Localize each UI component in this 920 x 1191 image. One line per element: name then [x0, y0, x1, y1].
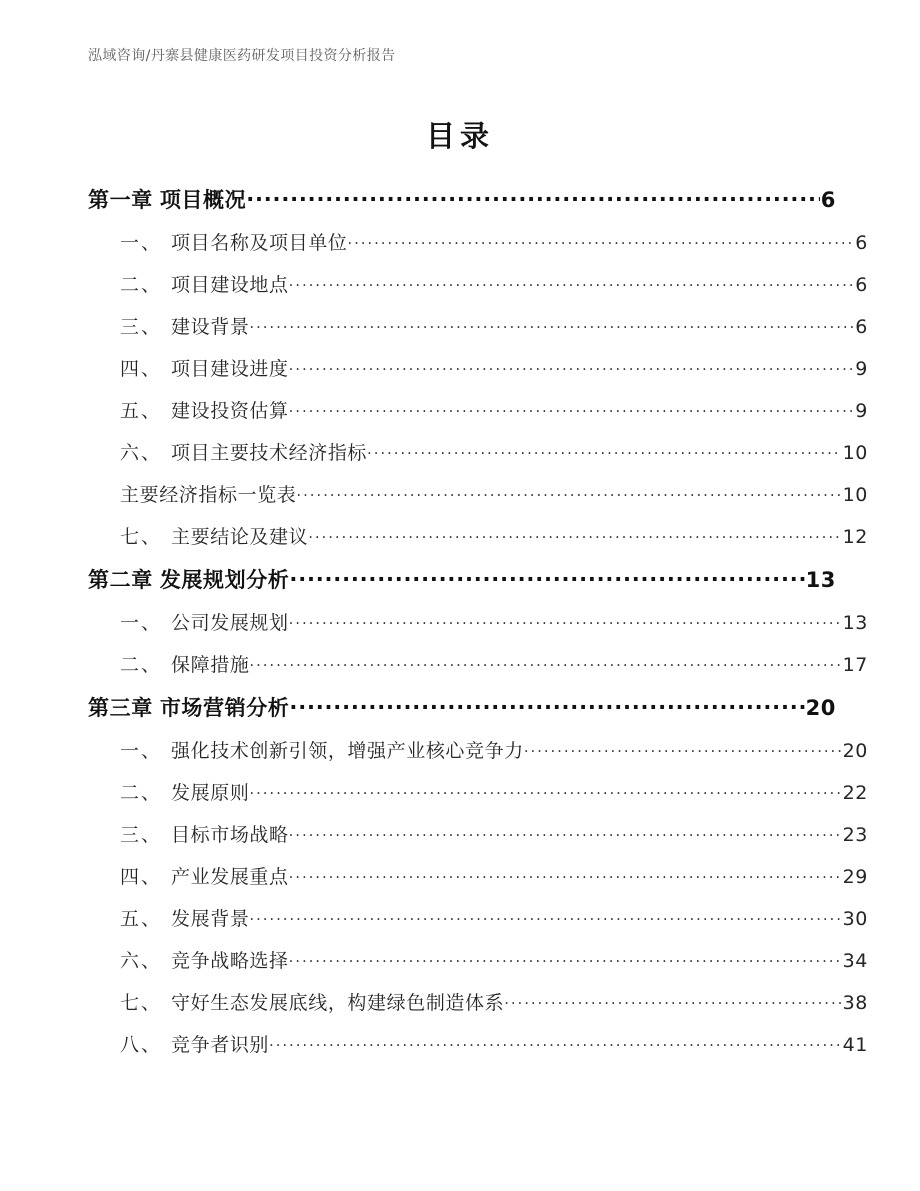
- toc-dot-leader: [367, 440, 842, 459]
- toc-entry-label: [120, 228, 347, 255]
- toc-entry-number: 五、: [120, 908, 163, 930]
- toc-entry-title: 公司发展规划: [171, 612, 289, 634]
- toc-entry-number: 四、: [120, 866, 163, 888]
- toc-page-number: 6: [855, 316, 868, 338]
- toc-entry-number: 二、: [120, 654, 163, 676]
- toc-dot-leader: [289, 566, 804, 587]
- toc-entry-label: [120, 904, 249, 931]
- toc-page-number: 30: [842, 908, 868, 930]
- toc-entry-title: 守好生态发展底线，构建绿色制造体系: [171, 992, 505, 1014]
- toc-dot-leader: [524, 738, 842, 757]
- toc-dot-leader: [269, 1032, 842, 1051]
- toc-chapter-row[interactable]: [88, 692, 836, 736]
- toc-entry-number: 八、: [120, 1034, 163, 1056]
- toc-entry-number: 一、: [120, 740, 163, 762]
- toc-dot-leader: [246, 186, 820, 207]
- toc-page-number: 6: [820, 188, 836, 212]
- toc-entry-title: 项目名称及项目单位: [171, 232, 348, 254]
- toc-dot-leader: [289, 610, 842, 629]
- toc-section-row[interactable]: [88, 270, 868, 312]
- toc-dot-leader: [289, 356, 855, 375]
- toc-page-number: 41: [842, 1034, 868, 1056]
- toc-entry-title: 保障措施: [171, 654, 250, 676]
- toc-page-number: 22: [842, 782, 868, 804]
- toc-page-number: 17: [842, 654, 868, 676]
- toc-entry-title: 项目建设地点: [171, 274, 289, 296]
- toc-section-row[interactable]: [88, 608, 868, 650]
- toc-entry-title: 强化技术创新引领，增强产业核心竞争力: [171, 740, 524, 762]
- toc-page-number: 13: [805, 568, 836, 592]
- toc-entry-number: 六、: [120, 950, 163, 972]
- toc-entry-number: 七、: [120, 526, 163, 548]
- toc-entry-label: [120, 862, 289, 889]
- toc-entry-title: 项目建设进度: [171, 358, 289, 380]
- toc-section-row[interactable]: [88, 904, 868, 946]
- toc-section-row[interactable]: [88, 438, 868, 480]
- toc-section-row[interactable]: [88, 988, 868, 1030]
- toc-page-number: 23: [842, 824, 868, 846]
- toc-dot-leader: [289, 272, 855, 291]
- toc-section-row[interactable]: [88, 1030, 868, 1072]
- toc-entry-title: 市场营销分析: [159, 696, 290, 720]
- running-header: 泓域咨询/丹寨县健康医药研发项目投资分析报告: [88, 48, 396, 64]
- toc-entry-title: 目标市场战略: [171, 824, 289, 846]
- toc-entry-number: 五、: [120, 400, 163, 422]
- toc-entry-title: 主要经济指标一览表: [120, 484, 297, 506]
- toc-entry-label: [120, 312, 249, 339]
- toc-entry-label: [120, 438, 367, 465]
- toc-page-number: 6: [855, 274, 868, 296]
- toc-entry-number: 一、: [120, 232, 163, 254]
- toc-entry-label: [88, 692, 289, 722]
- toc-dot-leader: [289, 864, 842, 883]
- toc-entry-title: 项目概况: [159, 188, 247, 212]
- toc-page-number: 20: [805, 696, 836, 720]
- toc-chapter-row[interactable]: [88, 564, 836, 608]
- toc-entry-title: 项目主要技术经济指标: [171, 442, 368, 464]
- toc-entry-label: [120, 650, 249, 677]
- toc-entry-number: 第一章: [88, 188, 153, 212]
- toc-page-number: 13: [842, 612, 868, 634]
- toc-entry-number: 三、: [120, 824, 163, 846]
- toc-section-row[interactable]: [88, 312, 868, 354]
- toc-section-row[interactable]: [88, 820, 868, 862]
- toc-entry-label: [88, 184, 246, 214]
- toc-dot-leader: [504, 990, 841, 1009]
- toc-entry-label: [120, 396, 289, 423]
- toc-entry-label: [120, 608, 289, 635]
- toc-section-row[interactable]: [88, 228, 868, 270]
- toc-entry-label: [88, 564, 289, 594]
- toc-section-row[interactable]: [88, 396, 868, 438]
- toc-dot-leader: [289, 822, 842, 841]
- toc-entry-number: 二、: [120, 274, 163, 296]
- toc-entry-label: [120, 988, 504, 1015]
- toc-entry-label: [120, 522, 308, 549]
- toc-dot-leader: [289, 694, 804, 715]
- toc-entry-title: 产业发展重点: [171, 866, 289, 888]
- toc-dot-leader: [347, 230, 854, 249]
- toc-page-number: 38: [842, 992, 868, 1014]
- toc-section-row[interactable]: [88, 480, 868, 522]
- toc-entry-label: [120, 1030, 269, 1057]
- toc-page-number: 9: [855, 400, 868, 422]
- toc-entry-label: [120, 778, 249, 805]
- toc-section-row[interactable]: [88, 354, 868, 396]
- toc-section-row[interactable]: [88, 778, 868, 820]
- toc-dot-leader: [249, 652, 841, 671]
- toc-entry-title: 发展背景: [171, 908, 250, 930]
- toc-page-number: 6: [855, 232, 868, 254]
- toc-entry-number: 七、: [120, 992, 163, 1014]
- toc-section-row[interactable]: [88, 862, 868, 904]
- toc-entry-label: [120, 270, 289, 297]
- toc-entry-number: 一、: [120, 612, 163, 634]
- toc-entry-label: [120, 354, 289, 381]
- toc-dot-leader: [249, 314, 854, 333]
- toc-page-number: 10: [842, 442, 868, 464]
- toc-page-number: 20: [842, 740, 868, 762]
- toc-entry-title: 建设投资估算: [171, 400, 289, 422]
- toc-section-row[interactable]: [88, 650, 868, 692]
- toc-entry-title: 竞争战略选择: [171, 950, 289, 972]
- toc-page-number: 29: [842, 866, 868, 888]
- toc-entry-number: 二、: [120, 782, 163, 804]
- toc-entry-label: [120, 946, 289, 973]
- toc-entry-title: 主要结论及建议: [171, 526, 309, 548]
- toc-entry-label: [120, 736, 524, 763]
- toc-chapter-row[interactable]: [88, 184, 836, 228]
- toc-entry-title: 发展规划分析: [159, 568, 290, 592]
- toc-section-row[interactable]: [88, 736, 868, 778]
- toc-dot-leader: [308, 524, 841, 543]
- toc-dot-leader: [249, 906, 841, 925]
- toc-entry-number: 四、: [120, 358, 163, 380]
- toc-entry-number: 三、: [120, 316, 163, 338]
- toc-entry-number: 六、: [120, 442, 163, 464]
- table-of-contents: [88, 184, 868, 1072]
- toc-entry-label: [120, 480, 296, 507]
- toc-dot-leader: [289, 948, 842, 967]
- toc-dot-leader: [249, 780, 841, 799]
- toc-entry-title: 竞争者识别: [171, 1034, 270, 1056]
- toc-entry-title: 发展原则: [171, 782, 250, 804]
- toc-page-number: 9: [855, 358, 868, 380]
- toc-section-row[interactable]: [88, 946, 868, 988]
- toc-entry-title: 建设背景: [171, 316, 250, 338]
- toc-page-number: 10: [842, 484, 868, 506]
- toc-entry-label: [120, 820, 289, 847]
- toc-dot-leader: [289, 398, 855, 417]
- toc-entry-number: 第三章: [88, 696, 153, 720]
- toc-dot-leader: [296, 482, 841, 501]
- toc-page-number: 34: [842, 950, 868, 972]
- toc-section-row[interactable]: [88, 522, 868, 564]
- page-title: 目录: [425, 119, 494, 153]
- toc-entry-number: 第二章: [88, 568, 153, 592]
- toc-page-number: 12: [842, 526, 868, 548]
